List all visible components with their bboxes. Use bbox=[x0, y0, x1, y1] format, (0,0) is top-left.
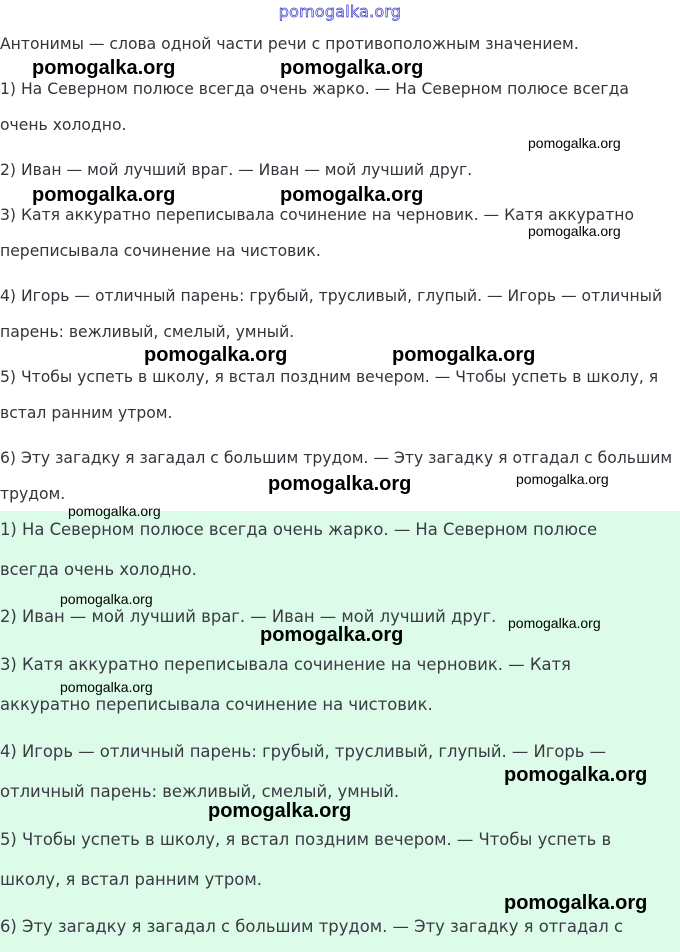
watermark: pomogalka.org bbox=[260, 624, 404, 646]
answer-line: 2) Иван — мой лучший враг. — Иван — мой лучший друг. bbox=[0, 607, 497, 626]
question-line: переписывала сочинение на чистовик. bbox=[0, 242, 321, 260]
question-line: 3) Катя аккуратно переписывала сочинение на черновик. — Катя аккуратно bbox=[0, 206, 635, 224]
answer-line: всегда очень холодно. bbox=[0, 560, 197, 579]
watermark: pomogalka.org bbox=[392, 344, 536, 366]
watermark: pomogalka.org bbox=[516, 471, 609, 487]
watermark: pomogalka.org bbox=[528, 223, 621, 239]
answer-line: школу, я встал ранним утром. bbox=[0, 870, 262, 889]
watermark: pomogalka.org bbox=[504, 892, 648, 914]
answer-block bbox=[0, 511, 680, 952]
question-line: 5) Чтобы успеть в школу, я встал поздним вечером. — Чтобы успеть в школу, я bbox=[0, 368, 659, 386]
answer-line: 3) Катя аккуратно переписывала сочинение на черновик. — Катя bbox=[0, 655, 571, 674]
watermark: pomogalka.org bbox=[60, 679, 153, 695]
watermark: pomogalka.org bbox=[32, 57, 176, 79]
watermark: pomogalka.org bbox=[280, 184, 424, 206]
question-line: трудом. bbox=[0, 485, 66, 503]
watermark: pomogalka.org bbox=[280, 57, 424, 79]
watermark: pomogalka.org bbox=[60, 591, 153, 607]
watermark: pomogalka.org bbox=[32, 184, 176, 206]
site-link[interactable]: pomogalka.org bbox=[278, 2, 402, 21]
question-line: встал ранним утром. bbox=[0, 404, 173, 422]
question-line: парень: вежливый, смелый, умный. bbox=[0, 323, 295, 341]
answer-line: 5) Чтобы успеть в школу, я встал поздним вечером. — Чтобы успеть в bbox=[0, 830, 612, 849]
watermark: pomogalka.org bbox=[508, 615, 601, 631]
answer-line: 1) На Северном полюсе всегда очень жарко. — На Северном полюсе bbox=[0, 520, 598, 539]
watermark: pomogalka.org bbox=[504, 764, 648, 786]
question-line: очень холодно. bbox=[0, 116, 127, 134]
definition-text: Антонимы — слова одной части речи с противоположным значением. bbox=[0, 35, 579, 53]
answer-line: отличный парень: вежливый, смелый, умный. bbox=[0, 782, 400, 801]
watermark: pomogalka.org bbox=[528, 135, 621, 151]
question-line: 1) На Северном полюсе всегда очень жарко. — На Северном полюсе всегда bbox=[0, 80, 629, 98]
answer-line: 6) Эту загадку я загадал с большим трудом. — Эту загадку я отгадал с bbox=[0, 917, 623, 936]
question-line: 6) Эту загадку я загадал с большим трудом. — Эту загадку я отгадал с большим bbox=[0, 449, 673, 467]
watermark: pomogalka.org bbox=[208, 800, 352, 822]
answer-line: аккуратно переписывала сочинение на чистовик. bbox=[0, 695, 433, 714]
watermark: pomogalka.org bbox=[68, 503, 161, 519]
question-line: 2) Иван — мой лучший враг. — Иван — мой лучший друг. bbox=[0, 161, 473, 179]
watermark: pomogalka.org bbox=[144, 344, 288, 366]
watermark: pomogalka.org bbox=[268, 473, 412, 495]
question-line: 4) Игорь — отличный парень: грубый, трусливый, глупый. — Игорь — отличный bbox=[0, 287, 663, 305]
answer-line: 4) Игорь — отличный парень: грубый, трусливый, глупый. — Игорь — bbox=[0, 742, 607, 761]
